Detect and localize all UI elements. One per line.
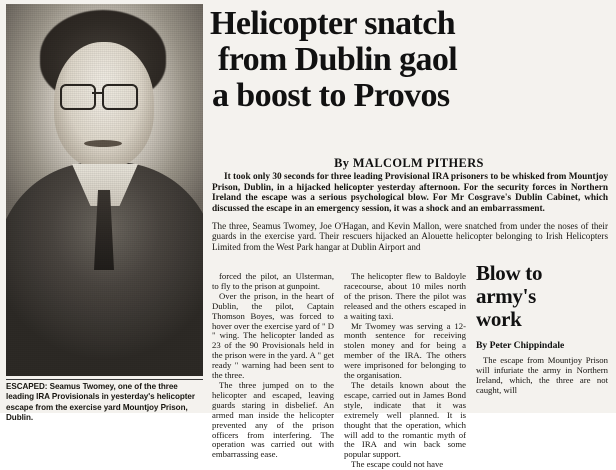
secondary-headline-line-1: Blow to (476, 261, 543, 285)
paragraph: Over the prison, in the heart of Dublin, the pilot, Captain Thomson Boyes, was forced to hover over the exercise yard of " D " wing. The helicopter landed as 23 of the 90 Provisionals held in the prison were in the yard. A " get ready " warning had been sent to the three. (212, 290, 334, 381)
headline-line-3: a boost to Provos (212, 77, 450, 114)
standfirst-text: It took only 30 seconds for three leading Provisional IRA prisoners to be whisked from Mountjoy Prison, Dublin, in a hijacked helicopter yesterday afternoon. For the security forces in Northern Ireland the escape was a serious psychological blow. For Mr Cosgrave's Dublin Cabinet, which discussed the escape in an emergency session, it was a shock and an embarrassment. (212, 172, 608, 214)
photo-caption-lead: ESCAPED: (6, 382, 48, 391)
photo-caption (6, 379, 203, 423)
paragraph: Mr Twomey was serving a 12-month sentence for receiving stolen money and for being a member of the IRA. The others were imprisoned for belonging to the organisation. (344, 320, 466, 381)
secondary-byline: By Peter Chippindale (476, 340, 565, 351)
lead-paragraph (212, 221, 608, 252)
secondary-headline (476, 262, 608, 331)
paragraph: The helicopter flew to Baldoyle racecourse, about 10 miles north of the prison. There the pilot was released and the others escaped in a waiting taxi. (344, 271, 466, 321)
secondary-headline-line-3: work (476, 307, 522, 331)
paragraph: The escape could not have (351, 459, 444, 470)
photo-block (6, 4, 203, 422)
standfirst (212, 172, 608, 214)
page-title (210, 6, 610, 114)
lead-paragraph-text: The three, Seamus Twomey, Joe O'Hagan, and Kevin Mallon, were snatched from under the noses of their guards in the exercise yard. Their rescuers hijacked an Alouette helicopter belonging to Irish Helicopters Limited from the West Park hangar at Dublin Airport and (212, 221, 608, 252)
paragraph: The three jumped on to the helicopter and escaped, leaving guards staring in disbelief. An armed man inside the helicopter prevented any of the prison officers from interfering. The operation was carried out with embarrassing ease. (212, 379, 334, 460)
headline-line-2: from Dublin gaol (218, 41, 458, 78)
headline-line-1: Helicopter snatch (210, 5, 456, 42)
byline: By MALCOLM PITHERS (334, 156, 484, 170)
paragraph: forced the pilot, an Ulsterman, to fly to the prison at gunpoint. (212, 271, 334, 291)
photo-halftone-grain (6, 4, 203, 376)
portrait-photo-seamus-twomey (6, 4, 203, 376)
paragraph: The details known about the escape, carried out in James Bond style, indicate that it was extremely well planned. It is thought that the operation, which will add to the romantic myth of the IRA and win back some popular support. (344, 379, 466, 460)
secondary-body (476, 356, 608, 396)
body-column-two (344, 272, 466, 470)
body-column-one (212, 272, 334, 460)
photo-caption-text: Seamus Twomey, one of the three leading IRA Provisionals in yesterday's helicopter escape from the exercise yard Mountjoy Prison, Dublin. (6, 382, 195, 422)
secondary-headline-line-2: army's (476, 284, 537, 308)
paragraph: The escape from Mountjoy Prison will infuriate the army in Northern Ireland, which, the three are not caught, will (476, 355, 608, 395)
